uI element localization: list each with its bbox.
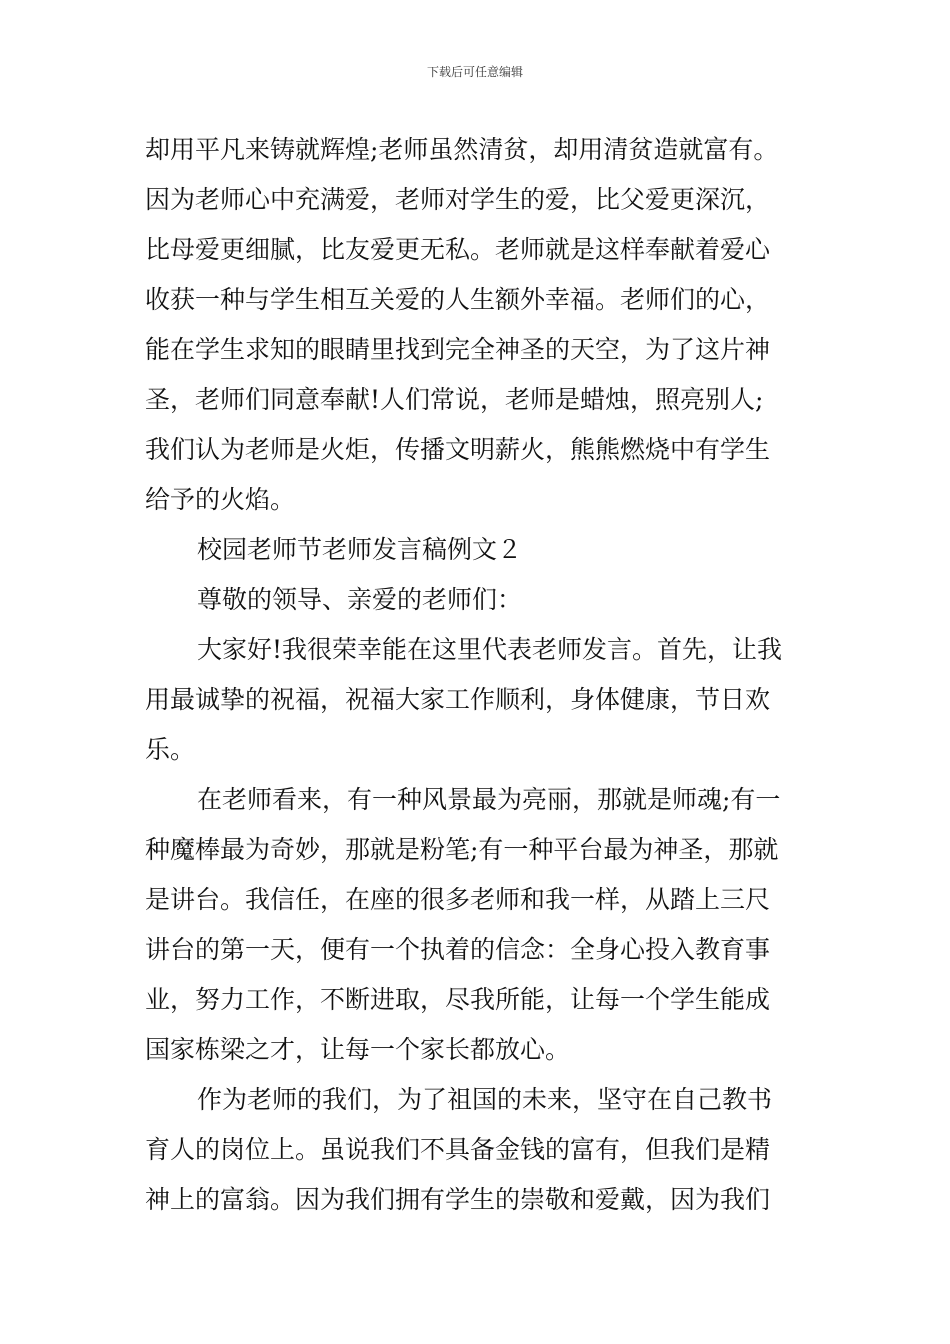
text-line: 能在学生求知的眼睛里找到完全神圣的天空，为了这片神 (145, 335, 771, 364)
text-line: 国家栋梁之才，让每一个家长都放心。 (145, 1035, 571, 1064)
text-line: 育人的岗位上。虽说我们不具备金钱的富有，但我们是精 (145, 1135, 771, 1164)
text-line: 给予的火焰。 (145, 485, 296, 514)
salutation: 尊敬的领导、亲爱的老师们： (197, 585, 523, 614)
text-line: 大家好!我很荣幸能在这里代表老师发言。首先，让我 (197, 635, 783, 664)
text-line: 用最诚挚的祝福，祝福大家工作顺利，身体健康，节日欢 (145, 685, 771, 714)
text-line: 却用平凡来铸就辉煌;老师虽然清贫，却用清贫造就富有。 (145, 135, 779, 164)
text-line: 神上的富翁。因为我们拥有学生的崇敬和爱戴，因为我们 (145, 1185, 771, 1214)
text-line: 讲台的第一天，便有一个执着的信念：全身心投入教育事 (145, 935, 771, 964)
text-line: 作为老师的我们，为了祖国的未来，坚守在自己教书 (197, 1085, 773, 1114)
text-line: 在老师看来，有一种风景最为亮丽，那就是师魂;有一 (197, 785, 781, 814)
text-line: 比母爱更细腻，比友爱更无私。老师就是这样奉献着爱心 (145, 235, 771, 264)
text-line: 收获一种与学生相互关爱的人生额外幸福。老师们的心， (145, 285, 771, 314)
text-line: 是讲台。我信任，在座的很多老师和我一样，从踏上三尺 (145, 885, 771, 914)
text-line: 圣，老师们同意奉献!人们常说，老师是蜡烛，照亮别人; (145, 385, 764, 414)
page-header-note: 下载后可任意编辑 (426, 65, 523, 79)
text-line: 业，努力工作，不断进取，尽我所能，让每一个学生能成 (145, 985, 771, 1014)
text-line: 种魔棒最为奇妙，那就是粉笔;有一种平台最为神圣，那就 (145, 835, 779, 864)
document-body (145, 125, 810, 1225)
text-line: 因为老师心中充满爱，老师对学生的爱，比父爱更深沉， (145, 185, 771, 214)
text-line: 我们认为老师是火炬，传播文明薪火，熊熊燃烧中有学生 (145, 435, 771, 464)
text-line: 乐。 (145, 735, 196, 764)
section-title: 校园老师节老师发言稿例文２ (197, 535, 523, 564)
